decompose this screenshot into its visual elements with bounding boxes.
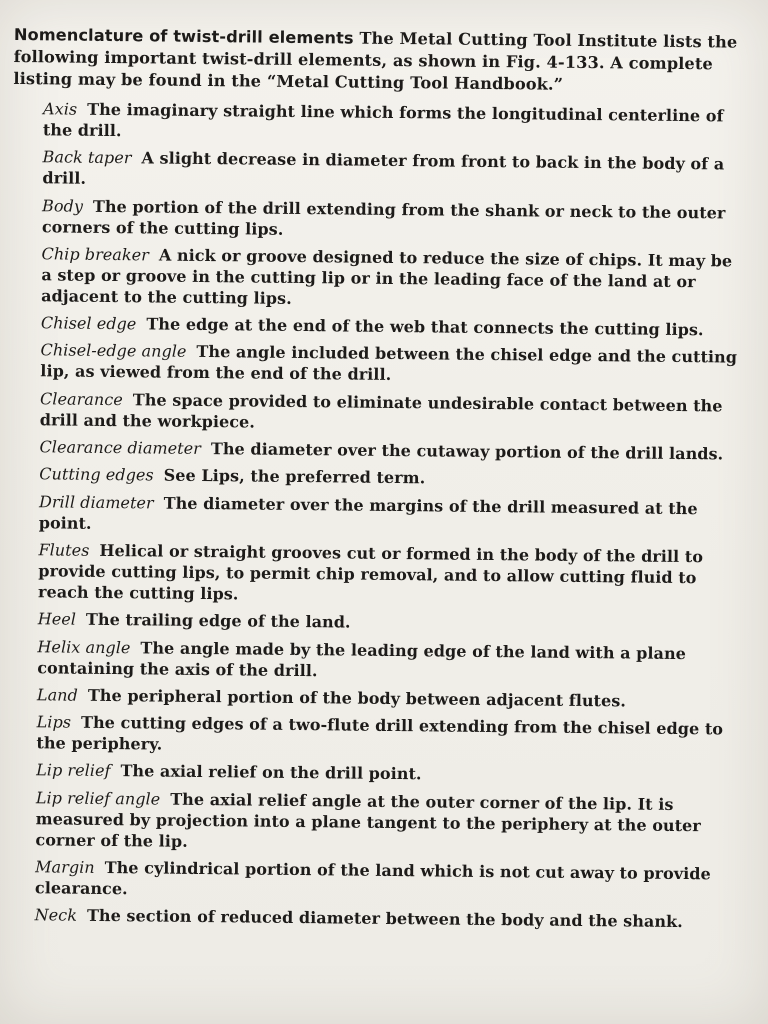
glossary-term: Chisel-edge angle bbox=[40, 340, 187, 362]
glossary-term: Lips bbox=[36, 712, 72, 732]
glossary-definition: The axial relief angle at the outer corner of the lip. It is measured by projection into a plane tangent to the periphery at the outer corner of the lip. bbox=[35, 789, 701, 851]
glossary-entry bbox=[12, 195, 742, 245]
glossary-definition: A slight decrease in diameter from front to back in the body of a drill. bbox=[42, 148, 725, 189]
glossary-definition: See Lips, the preferred term. bbox=[163, 465, 426, 488]
glossary-entry bbox=[6, 759, 736, 788]
glossary-entry bbox=[5, 856, 735, 906]
glossary-entry bbox=[7, 684, 737, 713]
glossary-term: Flutes bbox=[38, 540, 90, 560]
glossary-term: Neck bbox=[34, 905, 78, 926]
glossary-entry bbox=[6, 711, 736, 761]
glossary-term: Margin bbox=[35, 857, 95, 877]
glossary-definition: The diameter over the margins of the drill measured at the point. bbox=[38, 493, 698, 533]
glossary-definition: The angle included between the chisel edge and the cutting lip, as viewed from the end of the drill. bbox=[40, 342, 738, 385]
glossary-entry bbox=[13, 98, 743, 148]
glossary-term: Helix angle bbox=[37, 636, 131, 657]
glossary-definition: Helical or straight grooves cut or formed in the body of the drill to provide cutting lips, to permit chip removal, and to allow cutting fluid to reach the cutting lips. bbox=[37, 540, 704, 604]
glossary-entry bbox=[10, 339, 740, 389]
glossary-term: Chip breaker bbox=[41, 244, 150, 265]
glossary-term: Lip relief angle bbox=[35, 788, 161, 809]
glossary-term: Heel bbox=[37, 609, 77, 629]
intro-paragraph bbox=[13, 24, 744, 98]
glossary-term: Body bbox=[42, 195, 84, 216]
glossary-entry bbox=[11, 312, 741, 341]
glossary-definition: The space provided to eliminate undesirable contact between the drill and the workpiece. bbox=[39, 390, 723, 432]
glossary-entry bbox=[8, 539, 739, 610]
glossary-term: Clearance diameter bbox=[39, 437, 202, 459]
glossary-term: Lip relief bbox=[36, 760, 111, 781]
glossary-term: Clearance bbox=[39, 389, 123, 409]
glossary-entry bbox=[9, 463, 739, 492]
glossary-definition: The portion of the drill extending from the shank or neck to the outer corners of the cutting lips. bbox=[41, 196, 726, 239]
glossary-definition: The angle made by the leading edge of the land with a plane containing the axis of the drill. bbox=[37, 637, 687, 680]
glossary-definition: A nick or groove designed to reduce the size of chips. It may be a step or groove in the cutting lip or in the leading face of the land at or adjacent to the cutting lips. bbox=[41, 245, 733, 308]
glossary-definition: The trailing edge of the land. bbox=[85, 610, 351, 632]
glossary-list bbox=[5, 98, 744, 933]
page-content bbox=[4, 24, 743, 939]
glossary-term: Cutting edges bbox=[39, 464, 154, 485]
glossary-definition: The diameter over the cutaway portion of the drill lands. bbox=[210, 439, 724, 464]
glossary-definition: The imaginary straight line which forms the longitudinal centerline of the drill. bbox=[42, 99, 724, 141]
glossary-entry bbox=[9, 491, 739, 541]
glossary-definition: The section of reduced diameter between the body and the shank. bbox=[86, 906, 683, 932]
glossary-definition: The edge at the end of the web that connects the cutting lips. bbox=[146, 314, 704, 340]
glossary-term: Drill diameter bbox=[38, 491, 154, 513]
glossary-entry bbox=[7, 636, 737, 686]
glossary-entry bbox=[8, 608, 738, 637]
glossary-term: Land bbox=[36, 685, 78, 705]
glossary-entry bbox=[5, 904, 735, 933]
glossary-definition: The cylindrical portion of the land which is not cut away to provide clearance. bbox=[34, 858, 711, 899]
intro-heading: Nomenclature of twist-drill elements bbox=[13, 24, 354, 48]
glossary-definition: The axial relief on the drill point. bbox=[120, 761, 422, 784]
glossary-term: Back taper bbox=[42, 147, 132, 168]
glossary-definition: The peripheral portion of the body between adjacent flutes. bbox=[87, 685, 627, 711]
glossary-entry bbox=[5, 787, 736, 858]
glossary-entry bbox=[9, 436, 739, 465]
intro-text: The Metal Cutting Tool Institute lists the following important twist-drill elements, as shown in Fig. 4-133. A complete listing may be found in the “Metal Cutting Tool Handbook.” bbox=[13, 28, 738, 94]
glossary-entry bbox=[12, 146, 742, 196]
glossary-term: Chisel edge bbox=[40, 313, 137, 334]
glossary-definition: The cutting edges of a two-flute drill extending from the chisel edge to the periphery. bbox=[36, 712, 724, 754]
glossary-entry bbox=[11, 243, 742, 314]
glossary-entry bbox=[10, 388, 740, 438]
glossary-term: Axis bbox=[43, 99, 78, 119]
